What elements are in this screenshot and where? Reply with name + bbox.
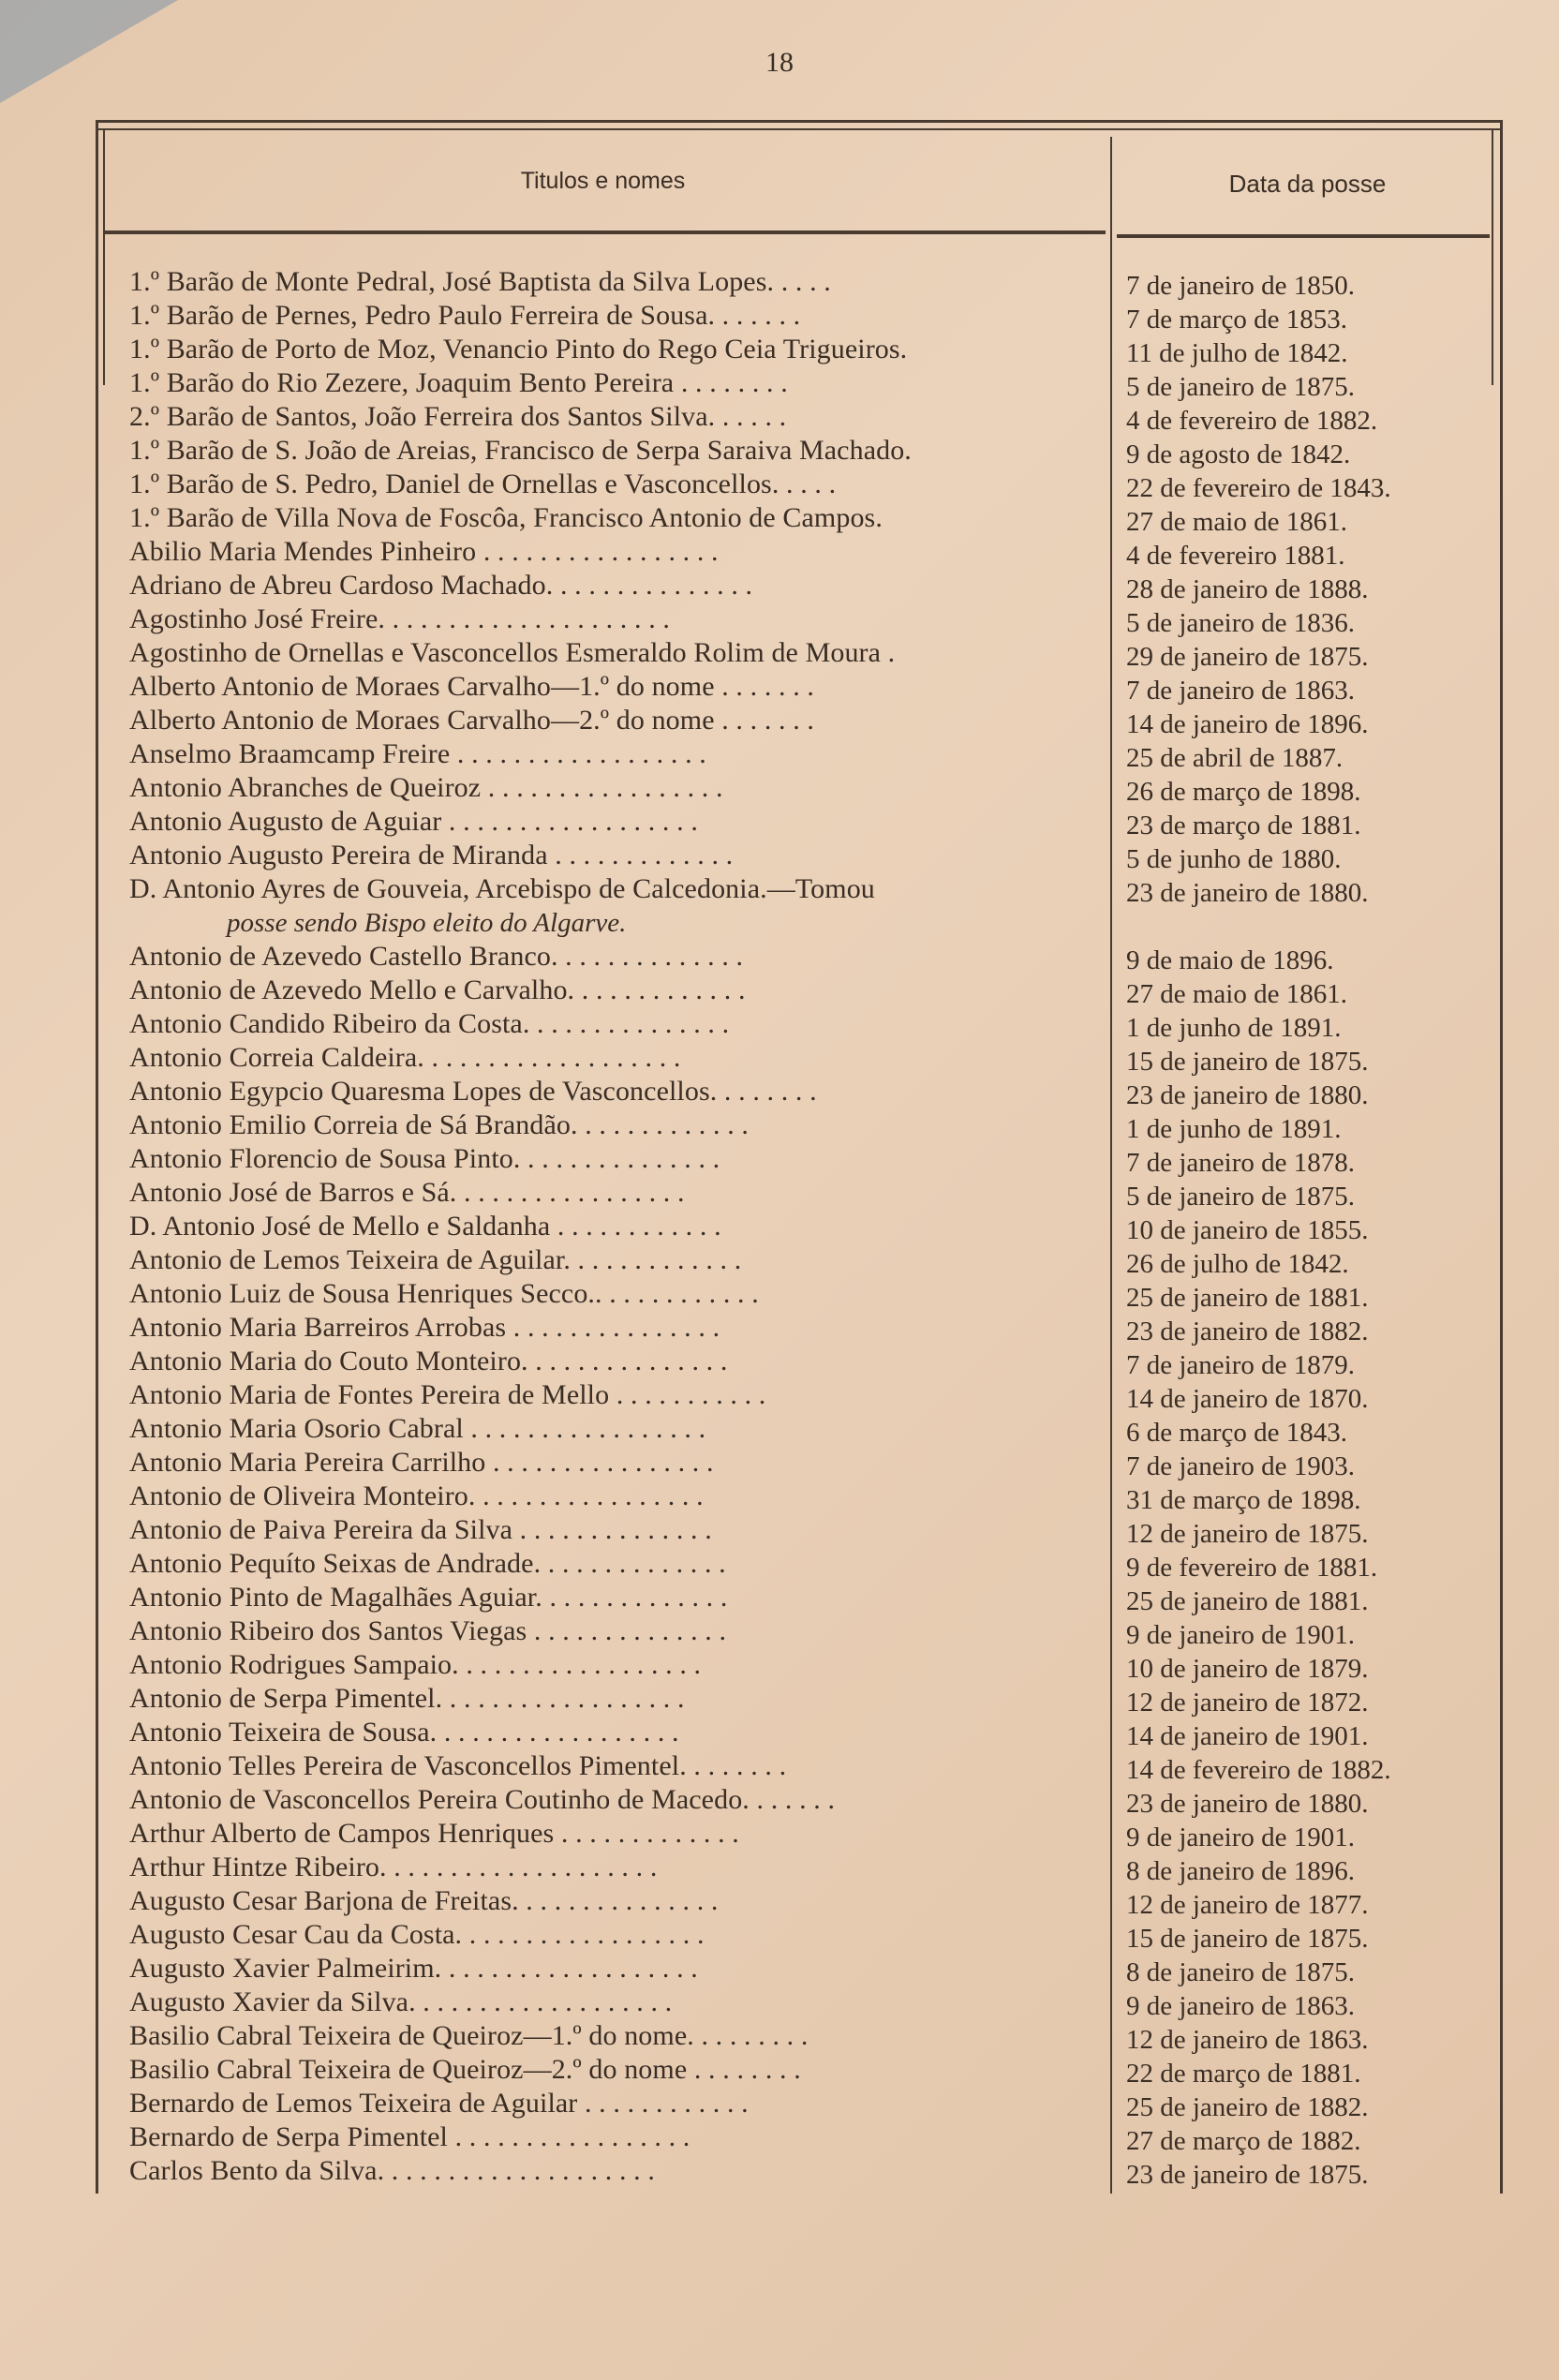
entry-name: Antonio Augusto de Aguiar . . . . . . . . . . . . . . . . . . [129,806,698,837]
entry-date: 5 de janeiro de 1875. [1126,1182,1356,1212]
entry-name: 1.º Barão de Villa Nova de Foscôa, Francisco Antonio de Campos. [129,502,883,533]
entry-date: 25 de abril de 1887. [1126,743,1344,773]
table-row [96,1884,1503,1918]
table-row [96,1345,1503,1378]
entry-name: Antonio Florencio de Sousa Pinto. . . . . . . . . . . . . . . [129,1143,720,1174]
table-row [96,704,1503,737]
entry-date: 25 de janeiro de 1881. [1126,1283,1369,1313]
entry-note: posse sendo Bispo eleito do Algarve. [227,908,627,938]
entry-date: 23 de março de 1881. [1126,811,1361,840]
entry-date: 8 de janeiro de 1875. [1126,1957,1356,1987]
entry-date: 11 de julho de 1842. [1126,338,1348,368]
table-row [96,1614,1503,1648]
entry-date: 15 de janeiro de 1875. [1126,1924,1369,1954]
entry-date: 23 de janeiro de 1875. [1126,2160,1369,2190]
entry-date: 22 de fevereiro de 1843. [1126,473,1391,503]
entry-name: Adriano de Abreu Cardoso Machado. . . . . . . . . . . . . . . [129,570,753,601]
entry-date: 8 de janeiro de 1896. [1126,1856,1356,1886]
entry-date: 9 de janeiro de 1901. [1126,1620,1356,1650]
entry-date: 26 de março de 1898. [1126,777,1361,807]
entry-name: Alberto Antonio de Moraes Carvalho—2.º do nome . . . . . . . [129,705,815,736]
table-row [96,636,1503,670]
table-row [96,1007,1503,1041]
entry-date: 27 de março de 1882. [1126,2126,1361,2156]
table-row [96,1210,1503,1243]
table-row [96,1817,1503,1851]
entry-name: 1.º Barão de Monte Pedral, José Baptista da Silva Lopes. . . . . [129,266,831,297]
entry-name: Antonio Maria do Couto Monteiro. . . . . . . . . . . . . . . [129,1346,728,1376]
entry-date: 5 de janeiro de 1836. [1126,608,1356,638]
entry-date: 29 de janeiro de 1875. [1126,642,1369,672]
table-row [96,974,1503,1007]
entry-name: Antonio de Paiva Pereira da Silva . . . . . . . . . . . . . . [129,1514,712,1545]
entry-date: 25 de janeiro de 1882. [1126,2092,1369,2122]
entry-name: Antonio Abranches de Queiroz . . . . . . . . . . . . . . . . . [129,772,723,803]
entry-date: 31 de março de 1898. [1126,1485,1361,1515]
table-row [96,2019,1503,2053]
entry-name: 1.º Barão de Pernes, Pedro Paulo Ferreira de Sousa. . . . . . . [129,300,801,331]
entry-date: 4 de fevereiro 1881. [1126,541,1345,571]
table-row [96,535,1503,569]
table-row [96,1581,1503,1614]
header-date-of-office: Data da posse [1228,170,1387,198]
entry-date: 5 de janeiro de 1875. [1126,372,1356,402]
table-row [96,1547,1503,1581]
table-row [96,737,1503,771]
entry-date: 22 de março de 1881. [1126,2059,1361,2089]
header-titles-and-names: Titulos e nomes [520,168,686,194]
entry-name: 1.º Barão do Rio Zezere, Joaquim Bento Pereira . . . . . . . . [129,367,788,398]
entry-name: Agostinho José Freire. . . . . . . . . . . . . . . . . . . . . [129,603,671,634]
entry-name: 1.º Barão de S. João de Areias, Francisco de Serpa Saraiva Machado. [129,435,912,466]
table-row [96,805,1503,839]
table-row [96,2154,1503,2188]
entry-name: Arthur Hintze Ribeiro. . . . . . . . . . . . . . . . . . . . [129,1852,658,1882]
entry-name: 1.º Barão de Porto de Moz, Venancio Pinto do Rego Ceia Trigueiros. [129,334,908,364]
table-row [96,333,1503,366]
table-row [96,265,1503,299]
entry-name: Antonio Rodrigues Sampaio. . . . . . . . . . . . . . . . . . [129,1649,702,1680]
entry-name: Antonio Telles Pereira de Vasconcellos Pimentel. . . . . . . . [129,1750,787,1781]
entry-date: 9 de janeiro de 1901. [1126,1822,1356,1852]
entry-name: Augusto Xavier Palmeirim. . . . . . . . . . . . . . . . . . . [129,1953,698,1984]
entry-name: Antonio José de Barros e Sá. . . . . . . . . . . . . . . . . [129,1177,685,1208]
entry-name: D. Antonio Ayres de Gouveia, Arcebispo de Calcedonia.—Tomou [129,873,875,904]
entry-name: Arthur Alberto de Campos Henriques . . . . . . . . . . . . . [129,1818,739,1849]
entry-name: Bernardo de Lemos Teixeira de Aguilar . . . . . . . . . . . . [129,2088,749,2119]
table-row [96,1682,1503,1716]
entry-name: Antonio Augusto Pereira de Miranda . . . . . . . . . . . . . [129,840,734,870]
table-row [96,400,1503,434]
entry-date: 1 de junho de 1891. [1126,1114,1342,1144]
entry-date: 7 de janeiro de 1878. [1126,1148,1356,1178]
table-row [96,366,1503,400]
table-row [96,872,1503,940]
entry-date: 12 de janeiro de 1875. [1126,1519,1369,1549]
entry-name: Antonio Maria Barreiros Arrobas . . . . . . . . . . . . . . . [129,1312,720,1343]
entry-name: Antonio Correia Caldeira. . . . . . . . . . . . . . . . . . . [129,1042,681,1073]
table-row [96,1378,1503,1412]
entry-date: 7 de janeiro de 1863. [1126,676,1356,706]
entry-date: 14 de janeiro de 1870. [1126,1384,1369,1414]
table-row [96,1142,1503,1176]
table-row [96,839,1503,872]
entry-date: 10 de janeiro de 1855. [1126,1215,1369,1245]
table-row [96,501,1503,535]
entry-date: 14 de fevereiro de 1882. [1126,1755,1391,1785]
table-row [96,602,1503,636]
entry-name: Antonio de Serpa Pimentel. . . . . . . . . . . . . . . . . . [129,1683,685,1714]
entry-name: Antonio Egypcio Quaresma Lopes de Vasconcellos. . . . . . . . [129,1076,817,1107]
entry-date: 27 de maio de 1861. [1126,507,1347,537]
entry-name: 1.º Barão de S. Pedro, Daniel de Ornellas e Vasconcellos. . . . . [129,469,837,499]
entry-date: 4 de fevereiro de 1882. [1126,406,1378,436]
entry-name: Anselmo Braamcamp Freire . . . . . . . . . . . . . . . . . . [129,738,706,769]
entry-name: Carlos Bento da Silva. . . . . . . . . . . . . . . . . . . . [129,2155,655,2186]
table-header [96,123,1503,233]
table-row [96,1311,1503,1345]
table-row [96,1648,1503,1682]
entry-name: Augusto Cesar Cau da Costa. . . . . . . . . . . . . . . . . . [129,1919,705,1950]
table-row [96,2087,1503,2120]
table-row [96,1749,1503,1783]
entry-date: 23 de janeiro de 1882. [1126,1316,1369,1346]
entry-name: Bernardo de Serpa Pimentel . . . . . . . . . . . . . . . . . [129,2121,690,2152]
entry-date: 9 de maio de 1896. [1126,945,1334,975]
entry-name: Antonio de Oliveira Monteiro. . . . . . . . . . . . . . . . . [129,1480,704,1511]
table-row [96,670,1503,704]
entry-date: 9 de janeiro de 1863. [1126,1991,1356,2021]
entry-name: Alberto Antonio de Moraes Carvalho—1.º do nome . . . . . . . [129,671,815,702]
table-row [96,1480,1503,1513]
entry-name: Antonio Pequíto Seixas de Andrade. . . . . . . . . . . . . . [129,1548,726,1579]
table-row [96,1041,1503,1075]
entry-date: 7 de janeiro de 1850. [1126,271,1356,301]
entry-name: D. Antonio José de Mello e Saldanha . . . . . . . . . . . . [129,1211,721,1242]
entry-date: 7 de janeiro de 1903. [1126,1451,1356,1481]
entry-name: Antonio Maria de Fontes Pereira de Mello . . . . . . . . . . . [129,1379,766,1410]
entry-name: Antonio de Lemos Teixeira de Aguilar. . . . . . . . . . . . . [129,1244,742,1275]
entry-date: 14 de janeiro de 1896. [1126,709,1369,739]
entry-date: 12 de janeiro de 1863. [1126,2025,1369,2055]
entry-date: 9 de fevereiro de 1881. [1126,1553,1378,1583]
entry-name: Agostinho de Ornellas e Vasconcellos Esmeraldo Rolim de Moura . [129,637,896,668]
entry-date: 28 de janeiro de 1888. [1126,574,1369,604]
table-row [96,1952,1503,1986]
table-row [96,434,1503,468]
entry-date: 25 de janeiro de 1881. [1126,1586,1369,1616]
table-row [96,2120,1503,2154]
table-row [96,771,1503,805]
table-row [96,1075,1503,1108]
entry-name: Basilio Cabral Teixeira de Queiroz—1.º do nome. . . . . . . . . [129,2020,809,2051]
entry-name: Antonio de Azevedo Mello e Carvalho. . . . . . . . . . . . . [129,974,746,1005]
entry-name: Antonio de Azevedo Castello Branco. . . . . . . . . . . . . . [129,941,744,972]
entry-name: Antonio Emilio Correia de Sá Brandão. . . . . . . . . . . . . [129,1109,750,1140]
entry-date: 26 de julho de 1842. [1126,1249,1349,1279]
entry-name: Antonio Maria Pereira Carrilho . . . . . . . . . . . . . . . . [129,1447,714,1478]
table-row [96,1986,1503,2019]
entry-name: Abilio Maria Mendes Pinheiro . . . . . . . . . . . . . . . . . [129,536,719,567]
table-row [96,299,1503,333]
entry-date: 23 de janeiro de 1880. [1126,1080,1369,1110]
entry-name: 2.º Barão de Santos, João Ferreira dos Santos Silva. . . . . . [129,401,787,432]
table-row [96,1108,1503,1142]
entry-date: 23 de janeiro de 1880. [1126,1789,1369,1819]
entry-date: 5 de junho de 1880. [1126,844,1342,874]
page-number: 18 [765,47,794,78]
table-row [96,940,1503,974]
table-row [96,1851,1503,1884]
entry-date: 23 de janeiro de 1880. [1126,878,1369,908]
header-rule-right [1117,234,1490,238]
table-row [96,1716,1503,1749]
table-row [96,1446,1503,1480]
entry-date: 9 de agosto de 1842. [1126,439,1351,469]
entry-name: Augusto Cesar Barjona de Freitas. . . . . . . . . . . . . . . [129,1885,719,1916]
appointments-table [96,120,1503,2190]
table-row [96,1918,1503,1952]
entry-name: Antonio Candido Ribeiro da Costa. . . . . . . . . . . . . . . [129,1008,730,1039]
header-rule-left [105,231,1106,234]
entry-date: 12 de janeiro de 1872. [1126,1688,1369,1718]
entry-date: 27 de maio de 1861. [1126,979,1347,1009]
table-row [96,1513,1503,1547]
table-row [96,1176,1503,1210]
entry-name: Antonio Ribeiro dos Santos Viegas . . . . . . . . . . . . . . [129,1615,727,1646]
table-row [96,1412,1503,1446]
entry-date: 7 de janeiro de 1879. [1126,1350,1356,1380]
entry-name: Antonio de Vasconcellos Pereira Coutinho de Macedo. . . . . . . [129,1784,836,1815]
entry-date: 12 de janeiro de 1877. [1126,1890,1369,1920]
entry-name: Antonio Luiz de Sousa Henriques Secco.. . . . . . . . . . . . [129,1278,759,1309]
entry-date: 14 de janeiro de 1901. [1126,1721,1369,1751]
entry-date: 15 de janeiro de 1875. [1126,1047,1369,1077]
table-row [96,468,1503,501]
table-row [96,1243,1503,1277]
table-row [96,1277,1503,1311]
table-row [96,2053,1503,2087]
entry-name: Antonio Teixeira de Sousa. . . . . . . . . . . . . . . . . . [129,1717,679,1748]
entry-date: 10 de janeiro de 1879. [1126,1654,1369,1684]
entry-date: 6 de março de 1843. [1126,1418,1347,1448]
entry-date: 1 de junho de 1891. [1126,1013,1342,1043]
entry-name: Antonio Maria Osorio Cabral . . . . . . . . . . . . . . . . . [129,1413,706,1444]
entry-name: Augusto Xavier da Silva. . . . . . . . . . . . . . . . . . . [129,1986,673,2017]
entry-date: 7 de março de 1853. [1126,305,1347,335]
table-row [96,569,1503,602]
table-row [96,1783,1503,1817]
table-body [96,265,1503,2188]
entry-name: Antonio Pinto de Magalhães Aguiar. . . . . . . . . . . . . . [129,1582,728,1613]
entry-name: Basilio Cabral Teixeira de Queiroz—2.º do nome . . . . . . . . [129,2054,801,2085]
